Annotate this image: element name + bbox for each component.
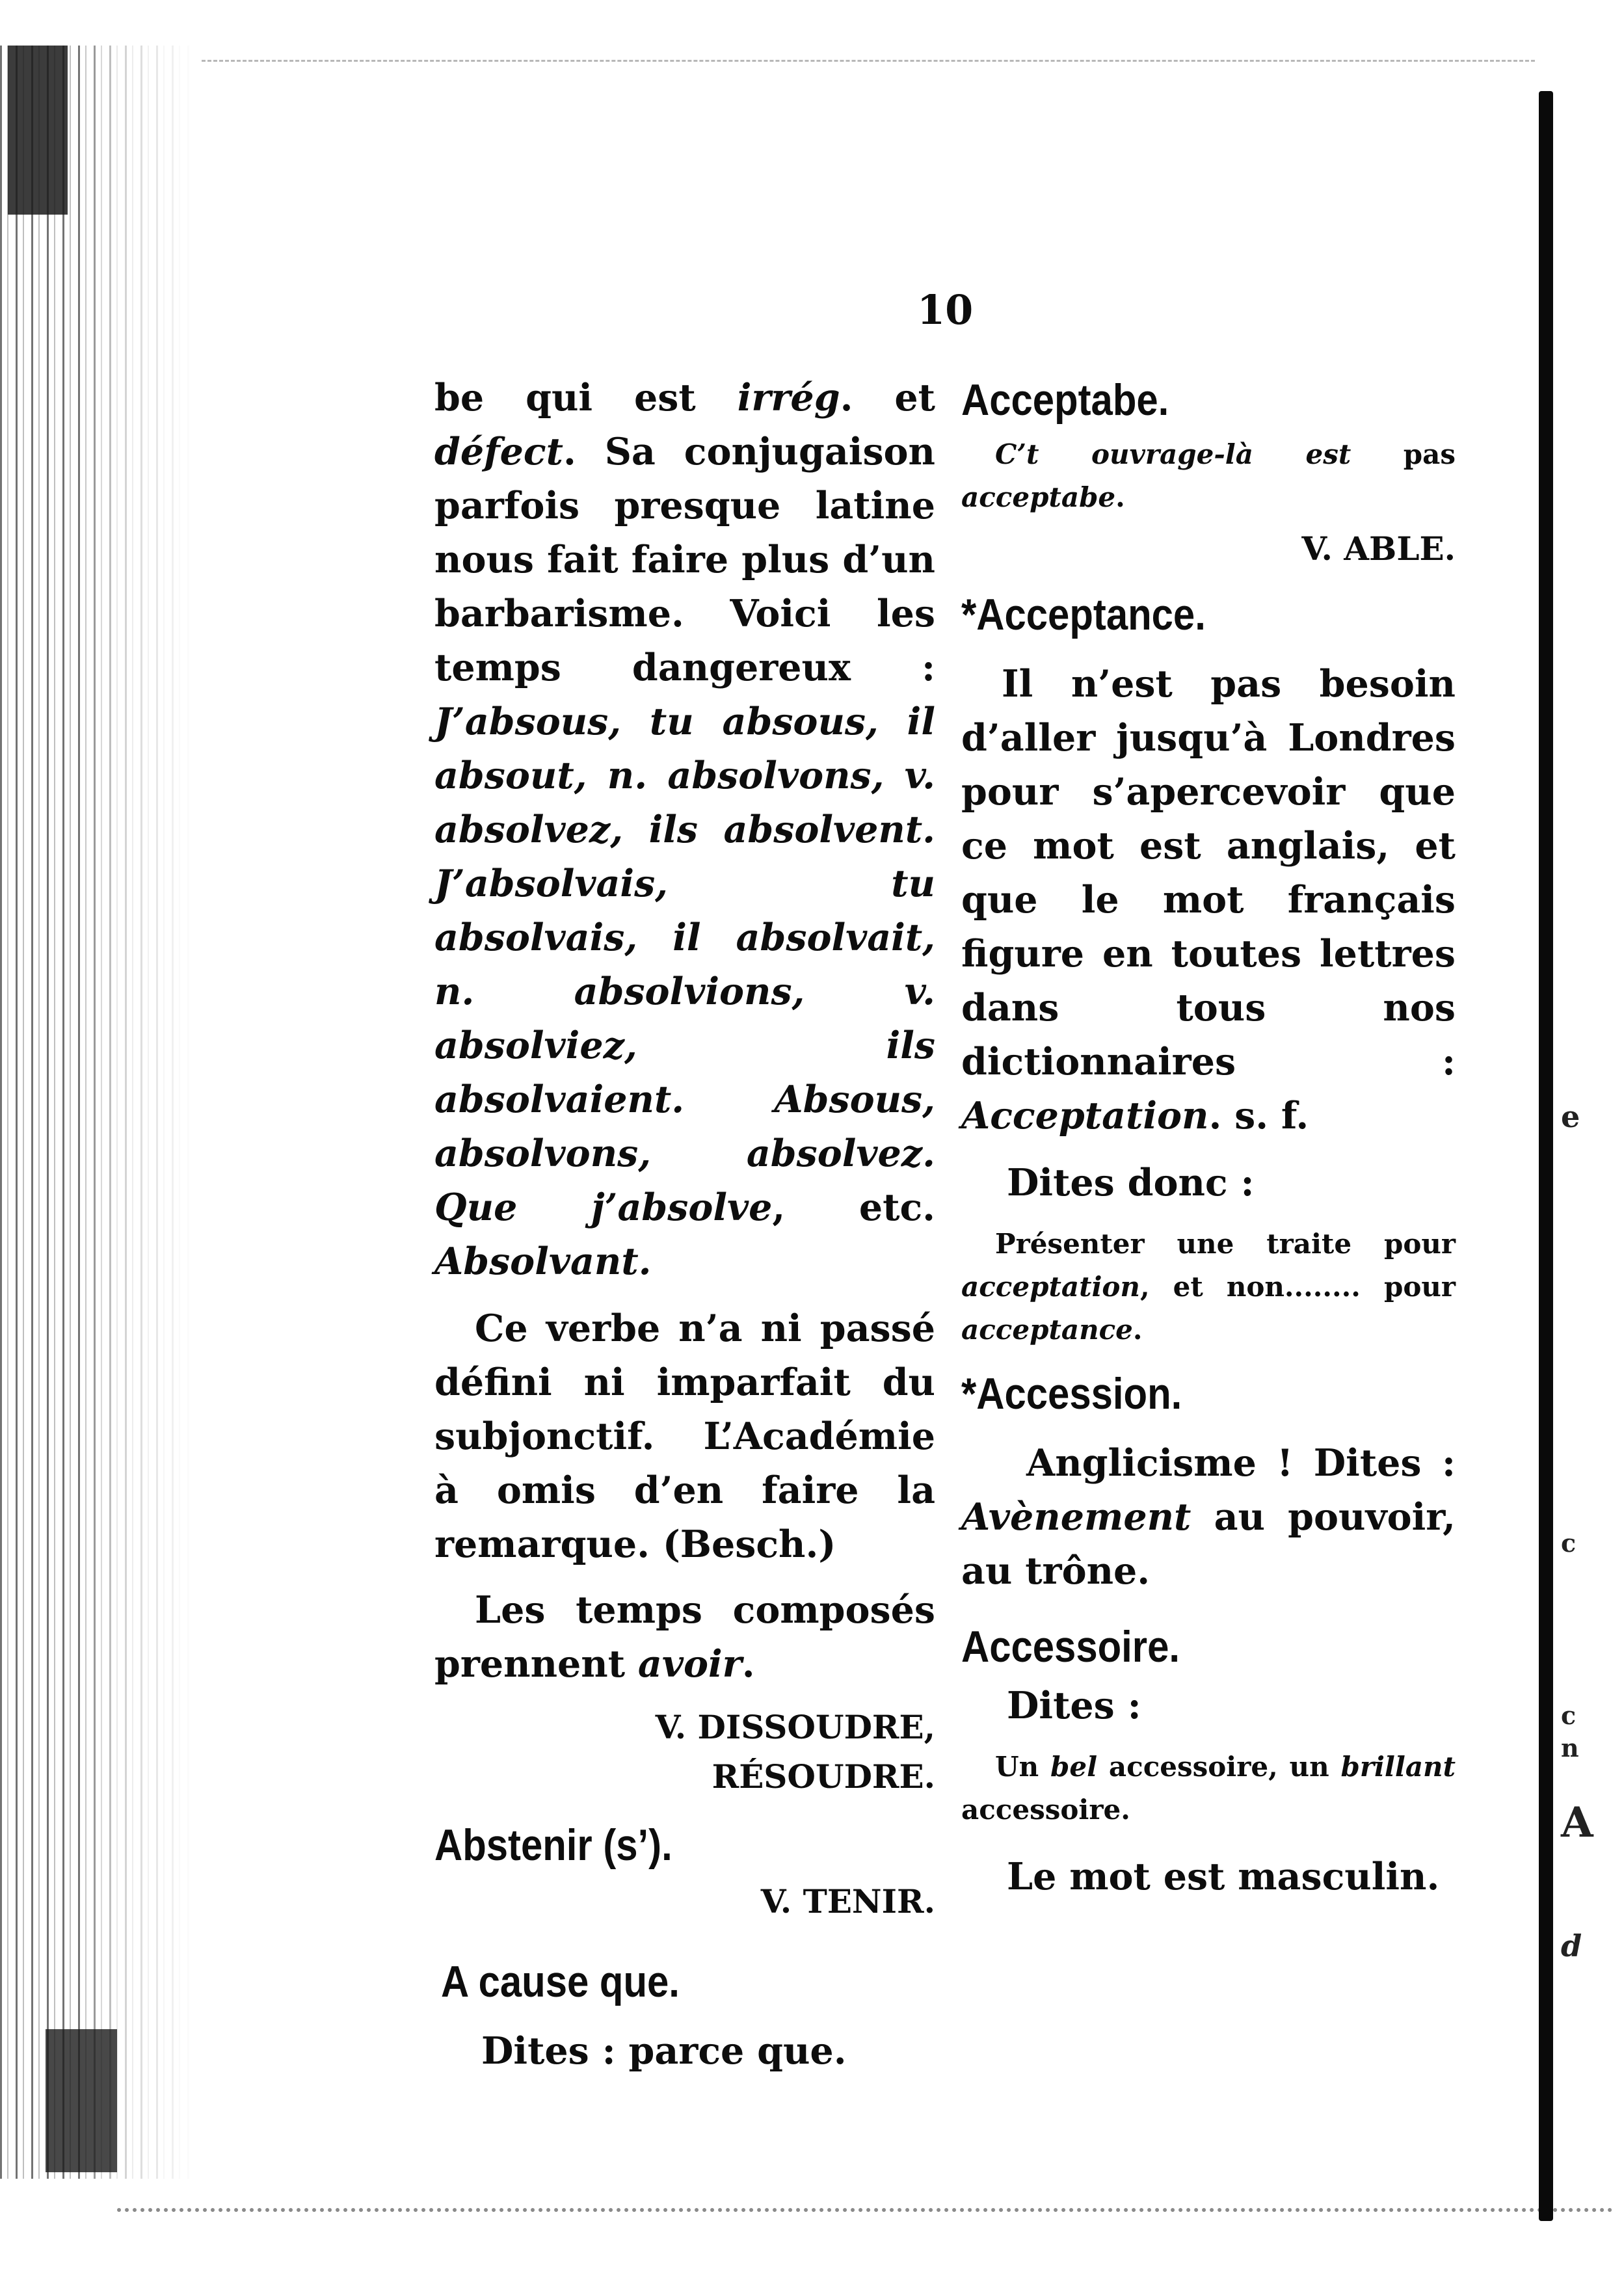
cross-reference: RÉSOUDRE. [712,1757,935,1796]
scan-bottom-noise [117,2208,1613,2212]
next-page-fragment: A [1561,1798,1593,1847]
example-accessoire: Un bel accessoire, un brillant accessoire. [961,1751,1456,1826]
right-column [961,371,1456,1904]
accession-paragraph: Anglicisme ! Dites : Avènement au pouvoir, au trône. [961,1441,1456,1593]
entry-heading-accessoire: Accessoire. [961,1622,1180,1671]
next-page-fragment: c [1561,1701,1577,1730]
scan-binding-shadow [8,46,68,215]
cross-reference: V. TENIR. [760,1882,935,1921]
subjonctif-paragraph: Ce verbe n’a ni passé défini ni imparfait du subjonctif. L’Académie à omis d’en faire la remarque. (Besch.) [434,1307,935,1566]
temps-composes-paragraph: Les temps composés prennent avoir. [434,1588,935,1686]
scan-top-noise [202,60,1535,62]
next-page-fragment: d [1561,1928,1582,1963]
entry-heading-accession: *Accession. [961,1369,1182,1418]
scan-binding-shadow [46,2029,117,2172]
example-acceptabe: C’t ouvrage-là est pas acceptabe. [961,438,1456,513]
next-page-fragment: c [1561,1528,1577,1558]
page-gutter-shadow [1539,91,1553,2221]
dites-parce-que: Dites : parce que. [481,2029,847,2073]
dites-donc: Dites donc : [1007,1161,1255,1204]
entry-heading-acceptabe: Acceptabe. [961,375,1169,425]
example-acceptation: Présenter une traite pour acceptation, et non........ pour acceptance. [961,1228,1456,1346]
acceptance-paragraph: Il n’est pas besoin d’aller jusqu’à Londres pour s’apercevoir que ce mot est anglais, et que le mot français figure en toutes lettres dans tous nos dictionnaires : Acceptation. s. f. [961,662,1456,1138]
entry-heading-a-cause-que: A cause que. [441,1957,680,2006]
page-number: 10 [917,286,974,334]
left-column [434,371,935,2078]
entry-heading-acceptance: *Acceptance. [961,590,1206,639]
masculin-note: Le mot est masculin. [1007,1855,1440,1898]
next-page-fragment: n [1561,1733,1579,1763]
entry-heading-abstenir: Abstenir (s’). [434,1820,672,1870]
cross-reference: V. ABLE. [1301,529,1456,568]
next-page-fragment: e [1561,1099,1580,1134]
dites: Dites : [1007,1684,1141,1727]
scan-binding-edge [0,46,195,2179]
absoudre-conjugation-paragraph: be qui est irrég. et défect. Sa conjugaison parfois presque latine nous fait faire plus d’un barbarisme. Voici les temps dangereux : J’absous, tu absous, il absout, n. absolvons, v. absolvez, ils absolvent. J’absolvais, tu absolvais, il absolvait, n. absolvions, v. absolviez, ils absolvaient. Absous, absolvons, absolvez. Que j’absolve, etc. Absolvant. [434,376,935,1283]
cross-reference: V. DISSOUDRE, [655,1708,935,1746]
